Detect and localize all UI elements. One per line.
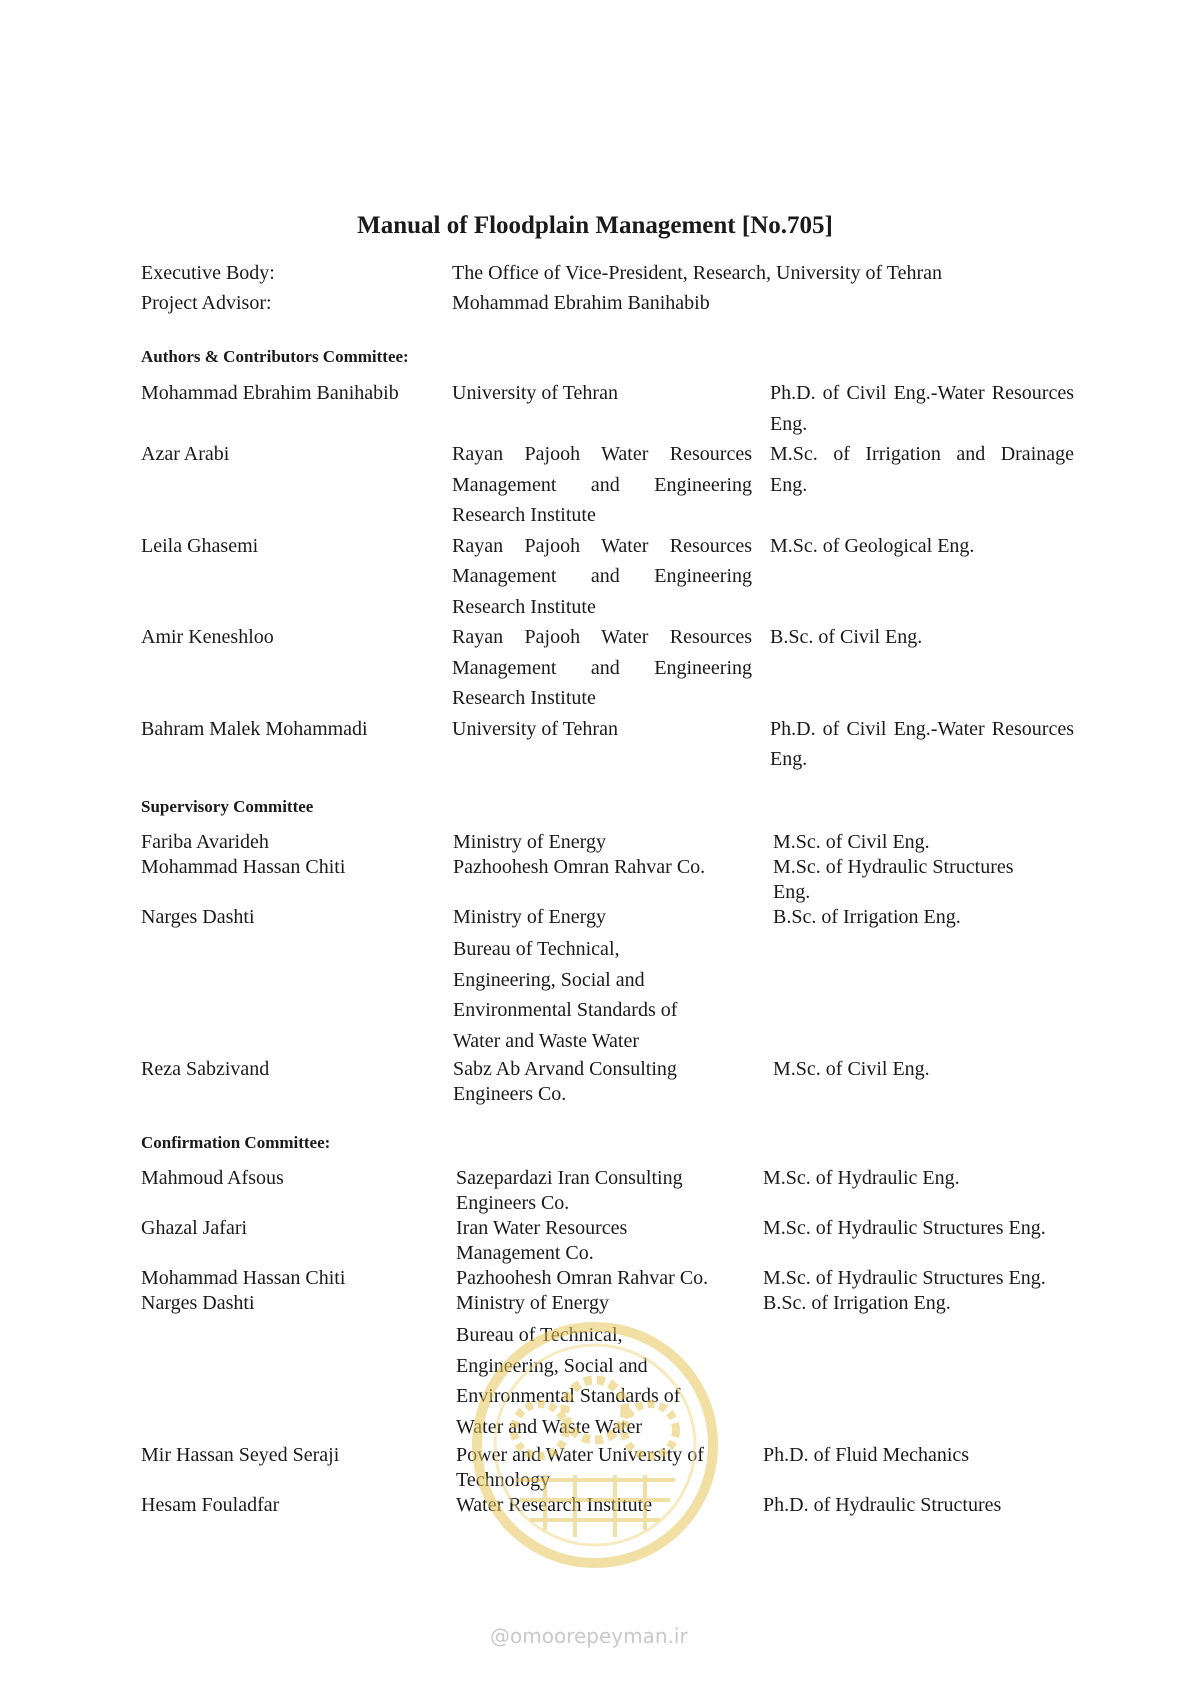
page-title: Manual of Floodplain Management [No.705] (357, 212, 833, 239)
member-org: Power and Water University of Technology (456, 1444, 704, 1491)
member-degree: B.Sc. of Civil Eng. (770, 626, 923, 648)
table-row (141, 714, 1081, 775)
member-name: Mohammad Ebrahim Banihabib (141, 382, 399, 404)
member-degree: M.Sc. of Hydraulic Structures Eng. (763, 1267, 1046, 1289)
table-row (141, 378, 1081, 439)
member-degree: M.Sc. of Hydraulic Structures Eng. (773, 856, 1014, 903)
member-degree: M.Sc. of Hydraulic Structures Eng. (763, 1217, 1046, 1239)
member-degree: M.Sc. of Irrigation and Drainage Eng. (770, 443, 1074, 496)
member-org: Pazhoohesh Omran Rahvar Co. (453, 856, 706, 878)
table-row (141, 622, 1081, 714)
member-degree: M.Sc. of Civil Eng. (773, 1058, 930, 1080)
member-degree: M.Sc. of Civil Eng. (773, 831, 930, 853)
table-row (141, 439, 1081, 531)
meta-value: Mohammad Ebrahim Banihabib (452, 292, 710, 314)
member-name: Mohammad Hassan Chiti (141, 1267, 346, 1289)
member-degree: M.Sc. of Geological Eng. (770, 534, 975, 557)
member-degree: Ph.D. of Hydraulic Structures (763, 1494, 1002, 1516)
member-org: Ministry of Energy (453, 831, 606, 853)
member-name: Ghazal Jafari (141, 1217, 248, 1239)
member-name: Leila Ghasemi (141, 534, 259, 557)
meta-label: Executive Body: (141, 262, 275, 284)
member-name: Amir Keneshloo (141, 626, 274, 648)
member-degree: B.Sc. of Irrigation Eng. (773, 906, 961, 928)
member-org: Ministry of Energy (456, 1292, 609, 1314)
seal-logo-icon (470, 1315, 720, 1575)
member-org: Bureau of Technical, Engineering, Social and Environmental Standards of Water and Waste Water (456, 1324, 681, 1438)
member-name: Narges Dashti (141, 1292, 255, 1314)
member-name: Mir Hassan Seyed Seraji (141, 1444, 340, 1466)
member-org: Pazhoohesh Omran Rahvar Co. (456, 1267, 709, 1289)
member-name: Hesam Fouladfar (141, 1494, 280, 1516)
member-org: Rayan Pajooh Water Resources Management and Engineering Research Institute (452, 443, 752, 526)
meta-value: The Office of Vice-President, Research, University of Tehran (452, 262, 943, 284)
watermark-text: @omoorepeyman.ir (490, 1624, 688, 1648)
confirmation-heading: Confirmation Committee: (141, 1133, 331, 1152)
member-org: Water Research Institute (456, 1494, 653, 1516)
member-org: University of Tehran (452, 382, 618, 404)
member-degree: B.Sc. of Irrigation Eng. (763, 1292, 951, 1314)
member-org: University of Tehran (452, 717, 618, 740)
member-name: Narges Dashti (141, 906, 255, 928)
supervisory-heading: Supervisory Committee (141, 797, 314, 816)
member-degree: Ph.D. of Fluid Mechanics (763, 1444, 970, 1466)
member-degree: Ph.D. of Civil Eng.-Water Resources Eng. (770, 717, 1074, 770)
member-org: Iran Water Resources Management Co. (456, 1217, 628, 1264)
member-org: Sazepardazi Iran Consulting Engineers Co. (456, 1167, 683, 1214)
member-degree: Ph.D. of Civil Eng.-Water Resources Eng. (770, 382, 1074, 435)
member-degree: M.Sc. of Hydraulic Eng. (763, 1167, 960, 1189)
member-name: Reza Sabzivand (141, 1058, 270, 1080)
member-name: Azar Arabi (141, 443, 230, 465)
member-org: Bureau of Technical, Engineering, Social and Environmental Standards of Water and Waste Water (453, 938, 678, 1052)
authors-heading: Authors & Contributors Committee: (141, 347, 409, 366)
member-org: Sabz Ab Arvand Consulting Engineers Co. (453, 1058, 677, 1105)
member-org: Rayan Pajooh Water Resources Management and Engineering Research Institute (452, 626, 752, 709)
member-org: Rayan Pajooh Water Resources Management and Engineering Research Institute (452, 534, 752, 618)
meta-label: Project Advisor: (141, 292, 272, 314)
table-row (141, 531, 1081, 623)
member-name: Mohammad Hassan Chiti (141, 856, 346, 878)
member-org: Ministry of Energy (453, 906, 606, 928)
authors-table (141, 378, 1081, 775)
member-name: Mahmoud Afsous (141, 1167, 284, 1189)
member-name: Bahram Malek Mohammadi (141, 717, 368, 740)
member-name: Fariba Avarideh (141, 831, 269, 853)
